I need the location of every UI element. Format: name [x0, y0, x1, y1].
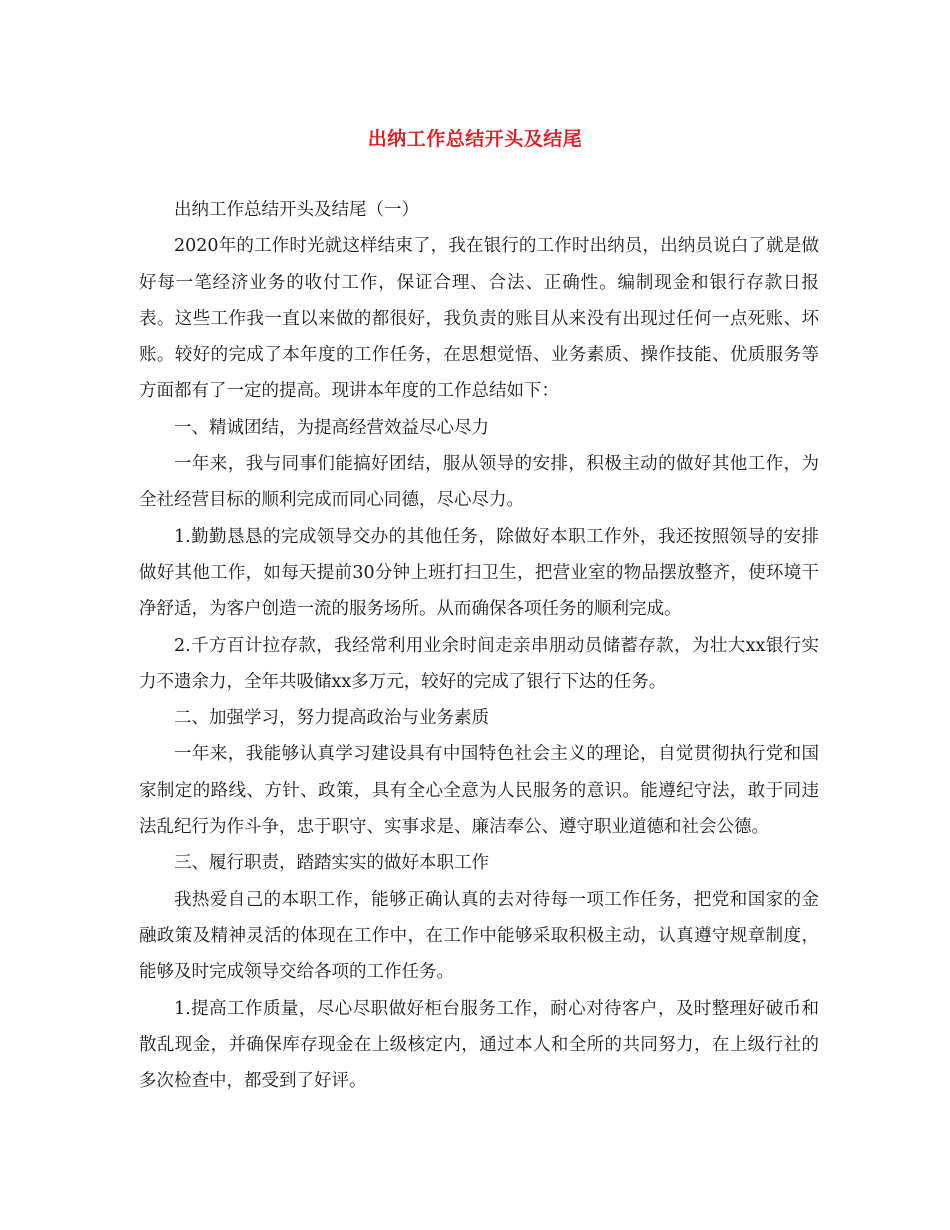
paragraph: 我热爱自己的本职工作，能够正确认真的去对待每一项工作任务，把党和国家的金融政策及精神灵活的体现在工作中，在工作中能够采取积极主动，认真遵守规章制度，能够及时完成领导交给各项的工作任务。	[139, 889, 819, 983]
list-item-1: 1.勤勤恳恳的完成领导交办的其他任务，除做好本职工作外，我还按照领导的安排做好其他工作，如每天提前30分钟上班打扫卫生，把营业室的物品摆放整齐，使环境干净舒适，为客户创造一流的服务场所。从而确保各项任务的顺利完成。	[139, 526, 819, 620]
section-heading-1: 一、精诚团结，为提高经营效益尽心尽力	[174, 417, 489, 438]
list-item-3: 1.提高工作质量，尽心尽职做好柜台服务工作，耐心对待客户，及时整理好破币和散乱现金，并确保库存现金在上级核定内，通过本人和全所的共同努力，在上级行社的多次检查中，都受到了好评。	[139, 998, 819, 1092]
list-item-2: 2.千方百计拉存款，我经常利用业余时间走亲串朋动员储蓄存款，为壮大xx银行实力不遗余力，全年共吸储xx多万元，较好的完成了银行下达的任务。	[139, 635, 819, 692]
paragraph: 一年来，我与同事们能搞好团结，服从领导的安排，积极主动的做好其他工作，为全社经营目标的顺利完成而同心同德，尽心尽力。	[139, 454, 819, 511]
paragraph-heading-part-one: 出纳工作总结开头及结尾（一）	[174, 200, 419, 220]
document-title: 出纳工作总结开头及结尾	[367, 128, 583, 150]
section-heading-2: 二、加强学习，努力提高政治与业务素质	[174, 708, 489, 729]
document-body	[139, 192, 819, 1099]
section-heading-3: 三、履行职责，踏踏实实的做好本职工作	[174, 853, 489, 874]
paragraph: 一年来，我能够认真学习建设具有中国特色社会主义的理论，自觉贯彻执行党和国家制定的路线、方针、政策，具有全心全意为人民服务的意识。能遵纪守法，敢于同违法乱纪行为作斗争，忠于职守、实事求是、廉洁奉公、遵守职业道德和社会公德。	[139, 744, 819, 838]
paragraph-intro: 2020年的工作时光就这样结束了，我在银行的工作时出纳员，出纳员说白了就是做好每一笔经济业务的收付工作，保证合理、合法、正确性。编制现金和银行存款日报表。这些工作我一直以来做的都很好，我负责的账目从来没有出现过任何一点死账、坏账。较好的完成了本年度的工作任务，在思想觉悟、业务素质、操作技能、优质服务等方面都有了一定的提高。现讲本年度的工作总结如下：	[139, 236, 819, 402]
